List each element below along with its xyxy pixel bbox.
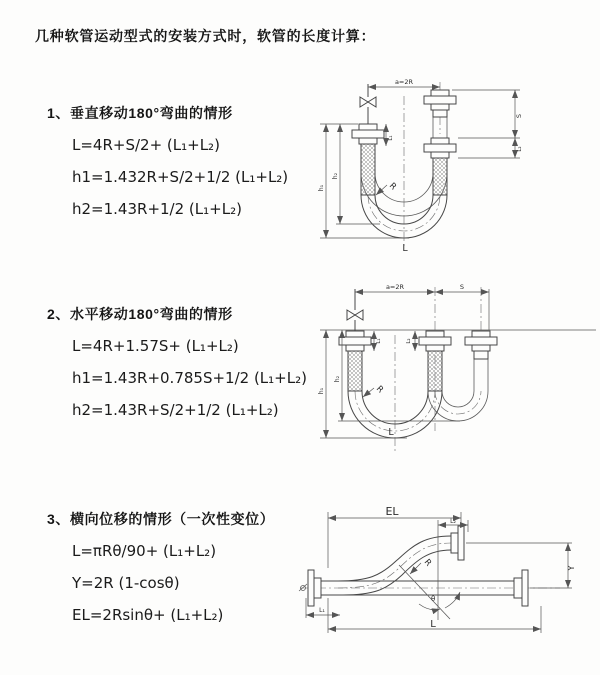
- length-label: L: [402, 243, 408, 254]
- dim-span-label: a=2R: [394, 78, 414, 86]
- dim-length-label: L: [430, 619, 436, 630]
- radius-label: R: [373, 384, 386, 396]
- right-flange: [514, 570, 528, 606]
- section-1-formula-L: L=4R+S/2+ (L₁+L₂): [72, 136, 220, 154]
- dimensions: [318, 283, 489, 438]
- right-pipe: [424, 90, 456, 195]
- page-title: 几种软管运动型式的安装方式时，软管的长度计算：: [35, 28, 376, 44]
- straight-pipe: [321, 581, 514, 595]
- s-curve-hose: [338, 536, 451, 595]
- section-3-heading: 3、横向位移的情形（一次性变位）: [47, 511, 275, 527]
- section-3-formula-EL: EL=2Rsinθ+ (L₁+L₂): [72, 606, 224, 624]
- dim-fitting-left-label: L₁: [319, 607, 325, 614]
- section-2-formula-h1: h1=1.43R+0.785S+1/2 (L₁+L₂): [72, 369, 307, 387]
- dim-h1-label: h₁: [318, 184, 325, 192]
- right-pipe: [465, 331, 497, 359]
- dim-fitting-right-label: L₂: [406, 338, 412, 344]
- valve-icon: [347, 310, 363, 320]
- middle-pipe: [419, 331, 451, 391]
- dimensions: [306, 505, 576, 633]
- angle-label: θ: [431, 595, 436, 603]
- section-2-formula-h2: h2=1.43R+S/2+1/2 (L₁+L₂): [72, 401, 279, 419]
- radius-label: R: [386, 181, 399, 193]
- dim-offset-label: Y: [567, 565, 576, 571]
- dim-el-label: EL: [385, 505, 399, 518]
- dim-h1-label: h₁: [318, 387, 325, 395]
- upper-flange: [451, 526, 464, 560]
- braid-section: [348, 351, 362, 391]
- dim-fitting-right-label: L₂: [517, 146, 523, 152]
- radius-label: R: [421, 557, 434, 569]
- dim-h2-label: h₂: [332, 172, 339, 180]
- length-label: L: [388, 427, 394, 438]
- centerline-mark: [299, 584, 307, 591]
- left-pipe: [339, 289, 371, 391]
- section-3-formula-L: L=πRθ/90+ (L₁+L₂): [72, 542, 217, 560]
- diagram-vertical-180: [312, 76, 590, 258]
- section-3-formula-Y: Y=2R (1-cosθ): [72, 574, 180, 592]
- braid-section: [361, 144, 375, 195]
- section-1-formula-h2: h2=1.43R+1/2 (L₁+L₂): [72, 200, 242, 218]
- dimensions: [318, 78, 523, 254]
- dim-fitting-left-label: L₁: [388, 135, 394, 141]
- dim-fitting-left-label: L₁: [376, 338, 382, 344]
- braid-section: [428, 351, 442, 391]
- section-1-heading: 1、垂直移动180°弯曲的情形: [47, 105, 233, 121]
- dim-span-label: a=2R: [385, 283, 405, 291]
- dim-h2-label: h₂: [334, 375, 341, 383]
- dim-fitting-top-label: L₂: [450, 518, 456, 525]
- valve-icon: [360, 97, 376, 107]
- braid-section: [433, 158, 447, 195]
- left-pipe: [352, 84, 384, 195]
- diagram-horizontal-180: [312, 281, 600, 461]
- section-1-formula-h1: h1=1.432R+S/2+1/2 (L₁+L₂): [72, 168, 289, 186]
- dim-stroke-label: S: [515, 113, 523, 119]
- section-2-heading: 2、水平移动180°弯曲的情形: [47, 306, 233, 322]
- diagram-lateral-displacement: [298, 498, 600, 648]
- section-2-formula-L: L=4R+1.57S+ (L₁+L₂): [72, 337, 239, 355]
- left-flange: [308, 570, 321, 606]
- dim-stroke-label: S: [459, 283, 465, 291]
